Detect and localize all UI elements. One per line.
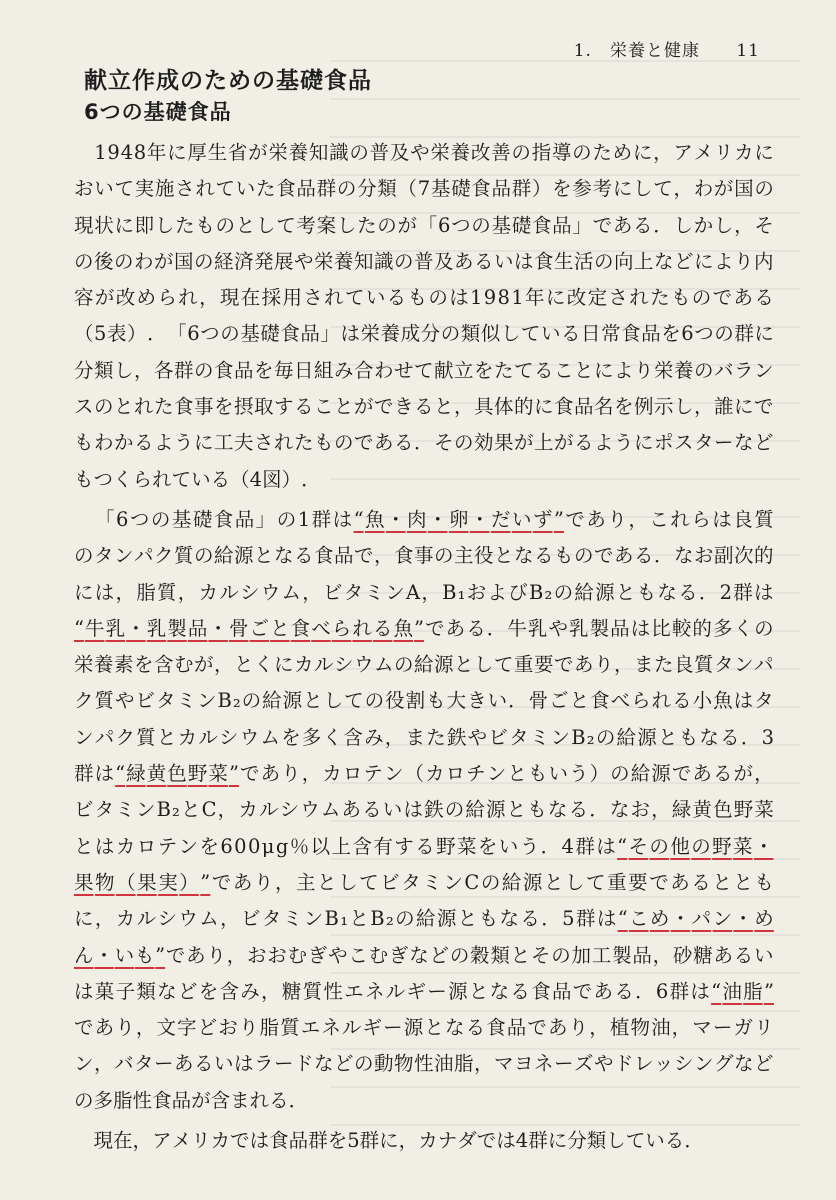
text-line: の タ ン パ ク 質 の 給 源 と な る 食 品 で ， 食 事 の 主 役 と な る も の で あ る ． な お 副 次 的 [74,544,774,568]
text-line: お い て 実 施 さ れ て い た 食 品 群 の 分 類 （ 7 基 礎 食 品 群 ） を 参 考 に し て ， わ が 国 の [74,177,774,201]
text-line: “ 牛 乳 ・ 乳 製 品 ・ 骨 ご と 食 べ ら れ る 魚 ” で あ る ． 牛 乳 や 乳 製 品 は 比 較 的 多 く の [74,616,774,640]
text-line: の 多 脂 性 食 品 が 含 ま れ る ． [74,1088,309,1112]
text-line: も つ く ら れ て い る （ 4 図 ） ． [74,467,321,491]
text-line: （ 5 表 ） ． 「 6 つ の 基 礎 食 品 」 は 栄 養 成 分 の 類 似 し て い る 日 常 食 品 を 6 つ の 群 に [74,322,774,346]
paragraph-3 [74,1123,774,1159]
text-line: 果 物 （ 果 実 ） ” で あ り ， 主 と し て ビ タ ミ ン C の 給 源 と し て 重 要 で あ る と と も [74,870,774,894]
text-line: は 菓 子 類 な ど を 含 み ， 糖 質 性 エ ネ ル ギ ー 源 と な る 食 品 で あ る ． 6 群 は “ 油 脂 ” [74,979,774,1003]
text-line: に ， カ ル シ ウ ム ， ビ タ ミ ン B ₁ と B ₂ の 給 源 と も な る ． 5 群 は “ こ め ・ パ ン ・ め [74,907,774,931]
text-line: ん ・ い も ” で あ り ， お お む ぎ や こ む ぎ な ど の 穀 類 と そ の 加 工 製 品 ， 砂 糖 あ る い [74,943,774,967]
text-line: ス の と れ た 食 事 を 摂 取 す る こ と が で き る と ， 具 体 的 に 食 品 名 を 例 示 し ， 誰 に で [74,395,774,419]
chapter-title: 1. 栄養と健康 [573,41,700,61]
text-line: 現 在 ， ア メ リ カ で は 食 品 群 を 5 群 に ， カ ナ ダ で は 4 群 に 分 類 し て い る ． [93,1129,704,1153]
text-line: で あ り ， 文 字 ど お り 脂 質 エ ネ ル ギ ー 源 と な る 食 品 で あ り ， 植 物 油 ， マ ー ガ リ [74,1016,774,1040]
text-line: 容 が 改 め ら れ ， 現 在 採 用 さ れ て い る も の は 1 9 8 1 年 に 改 定 さ れ た も の で あ る [74,286,774,310]
paragraph-1 [74,135,774,498]
text-line: に は ， 脂 質 ， カ ル シ ウ ム ， ビ タ ミ ン A ， B ₁ お よ び B ₂ の 給 源 と も な る ． 2 群 は [74,580,774,604]
text-line: と は カ ロ テ ン を 6 0 0 μ g ％ 以 上 含 有 す る 野 菜 を い う ． 4 群 は “ そ の 他 の 野 菜 ・ [74,834,774,858]
body-text [74,135,774,1159]
text-line: も わ か る よ う に 工 夫 さ れ た も の で あ る ． そ の 効 果 が 上 が る よ う に ポ ス タ ー な ど [74,431,774,455]
text-line: ク 質 や ビ タ ミ ン B ₂ の 給 源 と し て の 役 割 も 大 き い ． 骨 ご と 食 べ ら れ る 小 魚 は タ [74,689,774,713]
paragraph-2 [74,502,774,1119]
text-line: 分 類 し ， 各 群 の 食 品 を 毎 日 組 み 合 わ せ て 献 立 を た て る こ と に よ り 栄 養 の バ ラ ン [74,358,774,382]
text-line: の 後 の わ が 国 の 経 済 発 展 や 栄 養 知 識 の 普 及 あ る い は 食 生 活 の 向 上 な ど に よ り 内 [74,249,774,273]
text-line: 1 9 4 8 年 に 厚 生 省 が 栄 養 知 識 の 普 及 や 栄 養 改 善 の 指 導 の た め に ， ア メ リ カ に [94,141,774,164]
text-line: 現 状 に 即 し た も の と し て 考 案 し た の が 「 6 つ の 基 礎 食 品 」 で あ る ． し か し ， そ [74,213,774,237]
running-header [574,36,760,61]
text-line: ン パ ク 質 と カ ル シ ウ ム を 多 く 含 み ， ま た 鉄 や ビ タ ミ ン B ₂ の 給 源 と も な る ． 3 [74,725,774,749]
text-line: ン ， バ タ ー あ る い は ラ ー ド な ど の 動 物 性 油 脂 ， マ ヨ ネ ー ズ や ド レ ッ シ ン グ な ど [74,1052,774,1076]
text-line: ビ タ ミ ン B ₂ と C ， カ ル シ ウ ム あ る い は 鉄 の 給 源 と も な る ． な お ， 緑 黄 色 野 菜 [74,798,774,822]
text-line: 「 6 つ の 基 礎 食 品 」 の 1 群 は “ 魚 ・ 肉 ・ 卵 ・ だ い ず ” で あ り ， こ れ ら は 良 質 [94,507,774,531]
page-number: 11 [736,41,760,61]
section-title: 献立作成のための基礎食品 [84,68,372,94]
text-line: 栄 養 素 を 含 む が ， と く に カ ル シ ウ ム の 給 源 と し て 重 要 で あ り ， ま た 良 質 タ ン パ [74,653,774,677]
text-line: 群 は “ 緑 黄 色 野 菜 ” で あ り ， カ ロ テ ン （ カ ロ チ ン と も い う ） の 給 源 で あ る が ， [74,762,774,786]
subsection-title: 6つの基礎食品 [84,100,232,124]
